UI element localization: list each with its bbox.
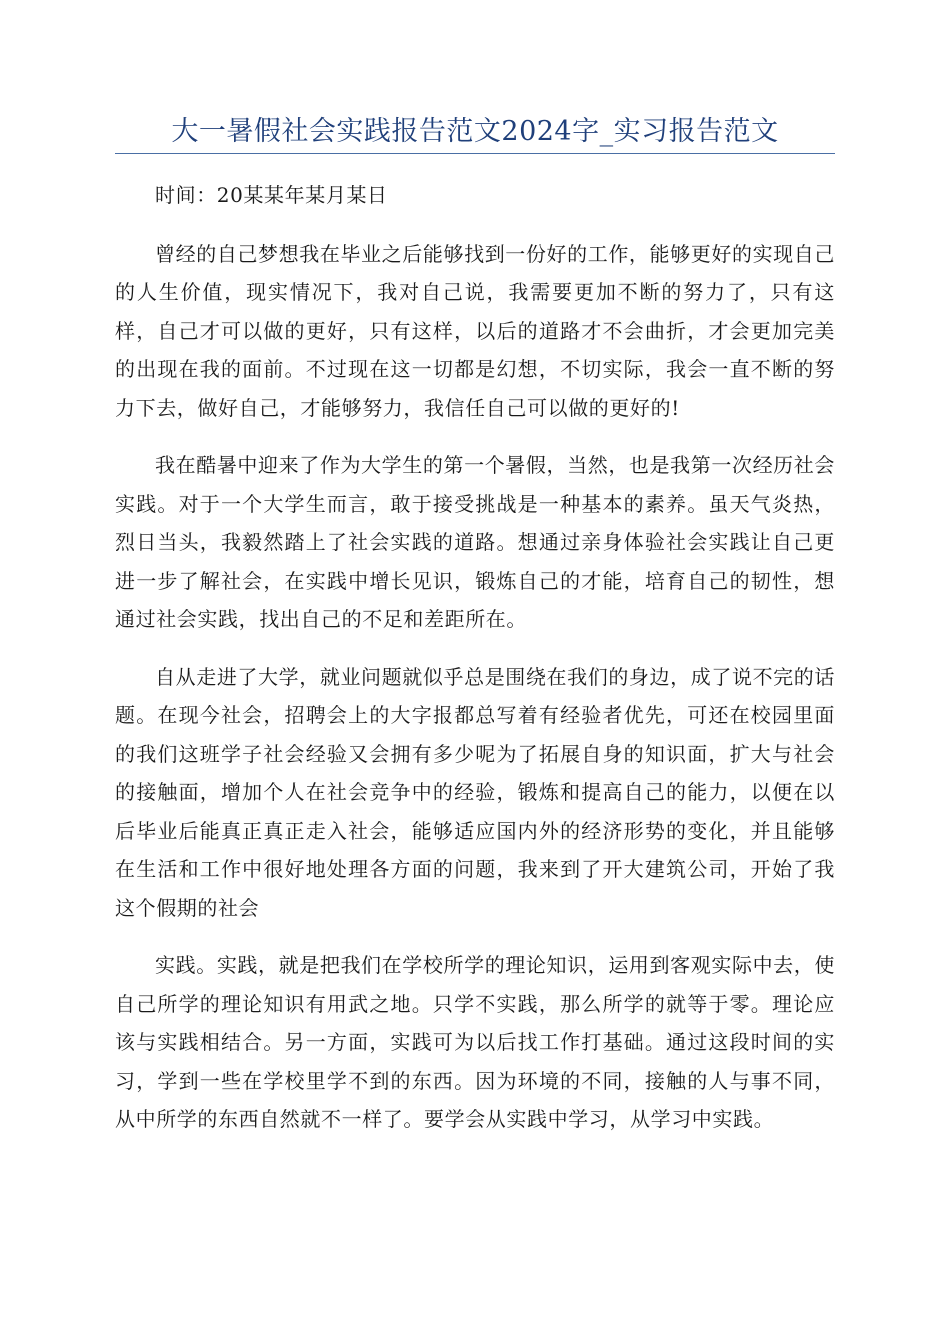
- paragraph-1: 曾经的自己梦想我在毕业之后能够找到一份好的工作，能够更好的实现自己的人生价值，现实情况下，我对自己说，我需要更加不断的努力了，只有这样，自己才可以做的更好，只有这样，以后的道路才不会曲折，才会更加完美的出现在我的面前。不过现在这一切都是幻想，不切实际，我会一直不断的努力下去，做好自己，才能够努力，我信任自己可以做的更好的!: [115, 241, 835, 420]
- date-line: 时间：20某某年某月某日: [155, 183, 388, 207]
- title-underline: [115, 153, 835, 154]
- document-body: [115, 176, 835, 1158]
- paragraph-4: 实践。实践，就是把我们在学校所学的理论知识，运用到客观实际中去，使自己所学的理论知识有用武之地。只学不实践，那么所学的就等于零。理论应该与实践相结合。另一方面，实践可为以后找工作打基础。通过这段时间的实习，学到一些在学校里学不到的东西。因为环境的不同，接触的人与事不同，从中所学的东西自然就不一样了。要学会从实践中学习，从学习中实践。: [115, 953, 835, 1131]
- document-title: 大一暑假社会实践报告范文2024字_实习报告范文: [171, 116, 779, 147]
- paragraph-2: 我在酷暑中迎来了作为大学生的第一个暑假，当然，也是我第一次经历社会实践。对于一个大学生而言，敢于接受挑战是一种基本的素养。虽天气炎热，烈日当头，我毅然踏上了社会实践的道路。想通过亲身体验社会实践让自己更进一步了解社会，在实践中增长见识，锻炼自己的才能，培育自己的韧性，想通过社会实践，找出自己的不足和差距所在。: [115, 453, 835, 631]
- paragraph-3: 自从走进了大学，就业问题就似乎总是围绕在我们的身边，成了说不完的话题。在现今社会，招聘会上的大字报都总写着有经验者优先，可还在校园里面的我们这班学子社会经验又会拥有多少呢为了拓展自身的知识面，扩大与社会的接触面，增加个人在社会竞争中的经验，锻炼和提高自己的能力，以便在以后毕业后能真正真正走入社会，能够适应国内外的经济形势的变化，并且能够在生活和工作中很好地处理各方面的问题，我来到了开大建筑公司，开始了我这个假期的社会: [115, 664, 835, 920]
